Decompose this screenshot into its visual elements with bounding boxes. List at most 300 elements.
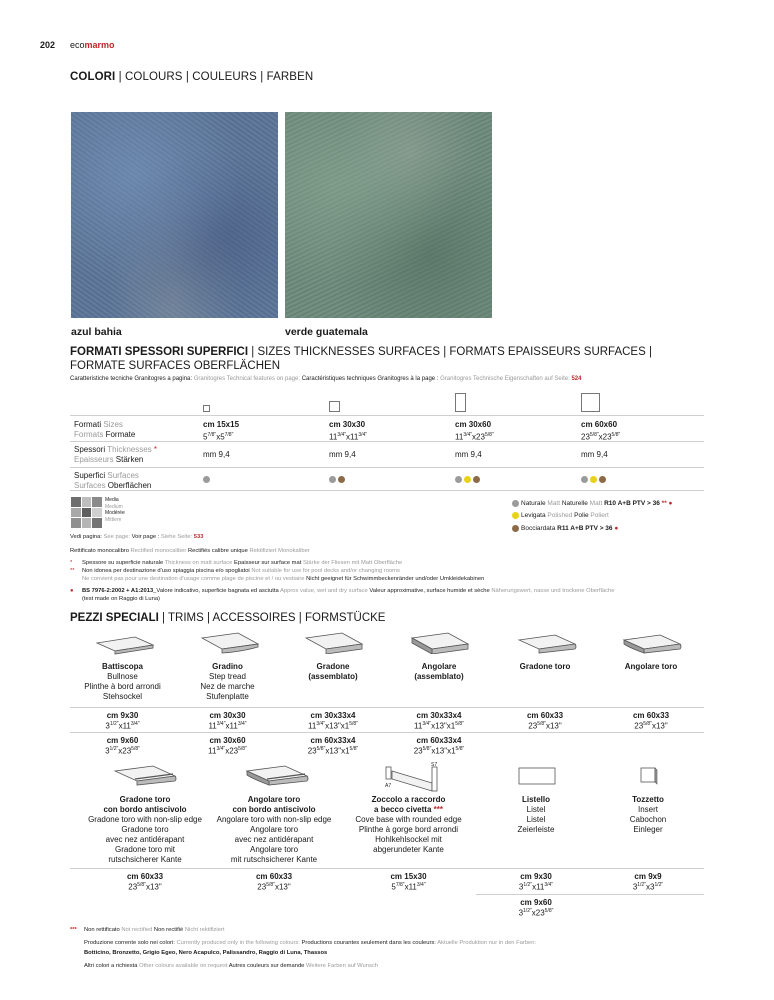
note-it: Spessore su superficie naturale — [82, 560, 165, 566]
trim-gradone-label — [280, 662, 386, 682]
trim-fr: Plinthe à bord arrondi — [84, 682, 161, 691]
footnote-current-production — [84, 939, 536, 947]
trim-size — [175, 736, 280, 756]
size-inch: x23 — [118, 746, 132, 756]
note-star: * — [153, 445, 158, 454]
finish-polished-dot — [464, 476, 471, 483]
trim-size — [207, 872, 341, 892]
trim-size — [492, 711, 598, 731]
note-it: Non idonea per destinazione d'uso spiaggia piscina e/o spogliatoi — [82, 568, 252, 574]
foot-fr: Non rectifié — [153, 927, 185, 933]
note-test: (test made on Raggio di Luna) — [82, 596, 160, 602]
note-mark: * — [70, 560, 73, 566]
bush-hammered-dot — [512, 525, 519, 532]
trim-size — [70, 736, 175, 756]
size-cm: cm 30x30 — [209, 711, 246, 720]
size-inch-sup: 5/8" — [484, 432, 494, 438]
trim-size — [386, 711, 492, 731]
surface-dots — [455, 475, 482, 484]
table-row-thickness — [70, 441, 704, 466]
bullnose-icon — [95, 635, 155, 655]
note-mark: ** — [70, 568, 75, 574]
foot-it: Altri colori a richiesta — [84, 963, 140, 969]
label-starken: Stärken — [115, 455, 144, 464]
caratt-fr: Caractéristiques techniques Granitogres à la page : — [301, 376, 441, 382]
size-cm: cm 30x60 — [455, 420, 492, 429]
size-cm: cm 60x33x4 — [310, 736, 356, 745]
shade-en: Medium — [105, 503, 123, 510]
size-15x15-icon — [203, 405, 210, 412]
trim-title: Angolare toro — [624, 662, 678, 671]
shade-variation-label — [105, 497, 125, 523]
size-col-4 — [581, 420, 620, 443]
finish-polished-dot — [590, 476, 597, 483]
trim-line: Cove base with rounded edge — [355, 815, 462, 824]
finish-it: Naturale — [521, 500, 548, 508]
trim-title: con bordo antiscivolo — [232, 805, 316, 814]
size-inch: 5 — [391, 882, 396, 892]
note-de: Stärke der Fliesen mit Matt Oberfläche — [302, 560, 403, 566]
size-inch: x13"x1 — [325, 721, 350, 731]
trim-line: Angolare toro — [249, 845, 299, 854]
footnote-other-colours — [84, 962, 378, 970]
step-tread-icon — [200, 632, 260, 654]
size-inch: 23 — [307, 746, 317, 756]
size-inch-sup: 3/4" — [316, 721, 326, 727]
trim-line: avec nez antidérapant — [234, 835, 314, 844]
size-inch-sup: 5/8" — [544, 908, 554, 914]
technical-features-ref — [70, 376, 581, 382]
trim-size — [70, 711, 175, 731]
note-marks: *** — [70, 927, 77, 933]
trim-sub: (assemblato) — [414, 672, 464, 681]
size-cm: cm 15x15 — [203, 420, 240, 429]
note-bs-code: BS 7976-2:2002 + A1:2013 — [82, 588, 154, 594]
corner-tread-icon — [410, 632, 470, 654]
trim-line: avec nez antidérapant — [105, 835, 185, 844]
size-inch-sup: 3/4" — [337, 432, 347, 438]
footnote-colours-list: Botticino, Bronzetto, Grigio Egeo, Nero Acapulco, Palissandro, Raggio di Luna, Thassos — [84, 950, 328, 956]
trim-line: Gradone toro with non-slip edge — [88, 815, 202, 824]
foot-de: Weitere Farben auf Wunsch — [306, 963, 378, 969]
note-mark: ● — [70, 588, 74, 594]
size-inch: 11 — [208, 721, 217, 731]
size-cm: cm 60x33 — [526, 711, 564, 720]
trim-title: Gradone toro — [119, 795, 171, 804]
size-cm: cm 30x33x4 — [416, 711, 462, 720]
note-de: Näherungswert, nasse und trockene Oberfläche — [491, 588, 615, 594]
foot-en: Currently produced only in the following colours: — [176, 940, 302, 946]
trim-line: Listel — [526, 815, 546, 824]
trim-step-tread-label — [175, 662, 280, 702]
trim-bullnose-label — [70, 662, 175, 702]
foot-de: Nicht rektifiziert — [184, 927, 225, 933]
size-cm: cm 60x60 — [581, 420, 618, 429]
trim-non-slip-corner-label — [207, 795, 341, 865]
size-cm: cm 9x60 — [106, 736, 139, 745]
foot-en: Other colours available on request — [139, 963, 229, 969]
label-sizes: Sizes — [103, 420, 123, 429]
finish-en: Matt — [547, 500, 562, 508]
size-inch-sup: 1/2" — [637, 882, 646, 888]
foot-it: Produzione corrente solo nei colori: — [84, 940, 177, 946]
size-inch-sup: 7/8" — [224, 432, 234, 438]
caratt-page: 524 — [571, 376, 582, 382]
size-inch: x11 — [404, 882, 417, 892]
finish-it: Bocciardata — [521, 525, 558, 533]
size-inch: x23 — [531, 908, 545, 918]
trim-size — [175, 711, 280, 731]
note-bs — [70, 587, 614, 603]
size-inch: x11 — [118, 721, 131, 731]
size-inch: x13" — [545, 721, 562, 731]
size-inch-sup: 3/4" — [237, 721, 247, 727]
shade-de: Mittlere — [105, 516, 122, 523]
trim-de: Stehsockel — [102, 692, 143, 701]
shade-variation-icon — [71, 497, 102, 528]
trim-fr: Nez de marche — [200, 682, 255, 691]
size-col-2 — [329, 420, 367, 443]
finish-natural-dot — [581, 476, 588, 483]
size-inch: 11 — [208, 746, 217, 756]
non-slip-corner-icon — [245, 765, 311, 787]
listel-icon — [517, 766, 557, 786]
size-inch: x13" — [274, 882, 291, 892]
size-inch-sup: 1/2" — [523, 882, 533, 888]
bullnose-tread-icon — [517, 634, 577, 654]
row-label-thickness — [74, 445, 157, 465]
size-inch-sup: 7/8" — [207, 432, 217, 438]
note-bullet: ● — [666, 500, 673, 508]
size-inch: 11 — [329, 432, 338, 442]
finish-natural — [512, 500, 672, 507]
size-inch-sup: 1/2" — [654, 882, 664, 888]
size-cm: cm 15x30 — [390, 872, 427, 881]
trim-line: Gradone toro — [121, 825, 169, 834]
finish-fr: Polie — [574, 512, 591, 520]
formati-title-rest: | SIZES THICKNESSES SURFACES | FORMATS EPAISSEURS SURFACES | FORMATE SURFACES OBERFLÄCHEN — [70, 346, 652, 372]
swatch-label-azul-bahia: azul bahia — [71, 326, 122, 338]
colori-heading — [70, 71, 313, 83]
label-surfaces-fr: Surfaces — [74, 481, 108, 490]
finish-de: Poliert — [590, 512, 609, 520]
trim-title: Angolare — [421, 662, 457, 671]
finish-bush-hammered-dot — [338, 476, 345, 483]
formati-title-bold: FORMATI SPESSORI SUPERFICI — [70, 346, 249, 358]
size-inch-sup: 1/2" — [523, 908, 532, 914]
a7-label: A7 — [385, 783, 392, 789]
foot-de: Aktuelle Produktion nur in den Farben: — [437, 940, 537, 946]
trim-en: Bullnose — [107, 672, 138, 681]
size-cm: cm 9x60 — [520, 898, 552, 907]
note-en: Thickness on matt surface — [164, 560, 234, 566]
divider — [70, 732, 704, 733]
size-inch-sup: 5/8" — [266, 882, 275, 888]
finish-bush-hammered-dot — [473, 476, 480, 483]
size-inch-sup: 7/8" — [395, 882, 405, 888]
size-inch: x23 — [225, 746, 239, 756]
size-col-1 — [203, 420, 239, 443]
trim-non-slip-tread-label — [70, 795, 220, 865]
size-30x60-icon — [455, 393, 466, 412]
foot-fr: Productions courantes seulement dans les couleurs: — [301, 940, 438, 946]
size-inch: 23 — [581, 432, 590, 442]
thickness-value: mm 9,4 — [329, 450, 356, 459]
brand-marmo: marmo — [84, 40, 115, 50]
size-cm: cm 60x33x4 — [416, 736, 462, 745]
size-cm: cm 9x30 — [520, 872, 552, 881]
finish-natural-dot — [329, 476, 336, 483]
trim-line: abgerundeter Kante — [373, 845, 444, 854]
size-inch: x13"x1 — [431, 721, 456, 731]
size-inch-sup: 5/8" — [455, 721, 464, 727]
size-inch: x5 — [216, 432, 225, 442]
label-surfaces-en: Surfaces — [107, 471, 139, 480]
stair-tread-icon — [304, 632, 364, 654]
note-marks: ** — [659, 500, 667, 508]
size-inch: 3 — [632, 882, 638, 892]
trim-size — [476, 872, 596, 892]
trim-size — [280, 711, 386, 731]
size-inch: x11 — [532, 882, 545, 892]
size-inch: 3 — [518, 882, 524, 892]
rectified-note — [70, 547, 310, 555]
label-epaisseurs: Epaisseurs — [74, 455, 116, 464]
foot-it: Non rettificato — [84, 927, 122, 933]
trim-title: Angolare toro — [247, 795, 301, 804]
size-inch: 23 — [634, 721, 644, 731]
size-inch: x11 — [346, 432, 359, 442]
size-inch-sup: 3/4" — [463, 432, 473, 438]
note-it: _Valore indicativo, superficie bagnata ed asciutta — [153, 588, 281, 594]
label-oberflachen: Oberflächen — [107, 481, 152, 490]
label-formats: Formats — [74, 430, 106, 439]
insert-icon — [639, 766, 659, 786]
size-inch: 11 — [455, 432, 464, 442]
trim-size — [476, 898, 596, 918]
note-en: Not suitable for use for pool decks and/or changing rooms — [251, 568, 400, 574]
size-inch: x23 — [598, 432, 612, 442]
trim-line: mit rutschsicherer Kante — [230, 855, 318, 864]
trim-line: Einleger — [633, 825, 663, 834]
size-inch-sup: 5/8" — [349, 746, 359, 752]
note-fr: Valeur approximative, surface humide et sèche — [369, 588, 492, 594]
size-cm: cm 9x30 — [106, 711, 139, 720]
pezzi-title-bold: PEZZI SPECIALI — [70, 612, 159, 624]
swatch-azul-bahia — [71, 112, 278, 318]
trim-title: Tozzetto — [632, 795, 664, 804]
size-inch: 23 — [413, 746, 423, 756]
caratt-de: Granitogres Technische Eigenschaften auf Seite: — [440, 376, 572, 382]
trim-line: Listel — [526, 805, 546, 814]
finish-de: Matt — [589, 500, 605, 508]
trim-line: Hohlkehlsockel mit — [375, 835, 442, 844]
trim-en: Step tread — [209, 672, 246, 681]
size-inch: x13"x1 — [431, 746, 456, 756]
pezzi-title-rest: | TRIMS | ACCESSOIRES | FORMSTÜCKE — [158, 612, 386, 624]
trim-title: a becco civetta — [374, 805, 432, 814]
note-bullet: ● — [612, 525, 619, 533]
label-thicknesses: Thicknesses — [107, 445, 154, 454]
page-number: 202 — [40, 40, 56, 50]
row-label-surfaces — [74, 471, 151, 491]
formati-heading — [70, 345, 710, 373]
size-inch-sup: 1/2" — [109, 746, 119, 752]
trim-size — [341, 872, 476, 892]
size-cm: cm 60x33 — [126, 872, 164, 881]
divider — [70, 868, 704, 869]
size-inch-sup: 5/8" — [611, 432, 621, 438]
trim-gradone-toro-label — [492, 662, 598, 672]
size-inch-sup: 5/8" — [131, 746, 140, 752]
vedi-fr: Voir page : — [131, 534, 161, 540]
trim-title: Listello — [521, 795, 550, 804]
thickness-value: mm 9,4 — [203, 450, 230, 459]
vedi-it: Vedi pagina: — [70, 534, 104, 540]
trim-cove-base-label — [341, 795, 476, 855]
size-inch-sup: 5/8" — [349, 721, 358, 727]
finish-it: Levigata — [521, 512, 548, 520]
size-inch: 11 — [308, 721, 317, 731]
colori-title-bold: COLORI — [70, 71, 116, 83]
trim-title: Gradino — [212, 662, 243, 671]
size-inch: x13" — [145, 882, 162, 892]
divider — [476, 894, 704, 895]
table-row-sizes — [70, 415, 704, 440]
note-thickness — [70, 559, 402, 567]
size-inch-sup: 1/2" — [109, 721, 119, 727]
size-inch: 3 — [105, 721, 110, 731]
trim-line: Plinthe à gorge bord arrondi — [358, 825, 459, 834]
size-inch-sup: 3/4" — [422, 721, 432, 727]
trim-title: Gradone — [316, 662, 350, 671]
size-30x30-icon — [329, 401, 340, 412]
trim-sub: (assemblato) — [308, 672, 358, 681]
trim-size — [280, 736, 386, 756]
size-inch-sup: 5/8" — [422, 746, 432, 752]
size-cm: cm 9x9 — [634, 872, 662, 881]
trim-size — [386, 736, 492, 756]
foot-en: Not rectified — [121, 927, 154, 933]
trim-size — [596, 872, 700, 892]
size-60x60-icon — [581, 393, 600, 412]
trim-line: Zeierleiste — [517, 825, 555, 834]
vedi-de: Siehe Seite: — [160, 534, 194, 540]
size-inch: 11 — [414, 721, 423, 731]
finish-rating: R11 A+B PTV > 36 — [557, 525, 613, 533]
size-inch-sup: 5/8" — [455, 746, 465, 752]
shade-it: Media — [105, 497, 119, 503]
size-inch-sup: 3/4" — [130, 721, 140, 727]
brand-eco: eco — [70, 40, 85, 50]
polished-dot — [512, 512, 519, 519]
surface-dots — [203, 475, 212, 484]
natural-dot — [512, 500, 519, 507]
note-marks: *** — [431, 805, 443, 814]
vedi-page: 533 — [193, 534, 204, 540]
see-page-note — [70, 533, 203, 541]
note-pool — [70, 567, 484, 583]
swatch-label-verde-guatemala: verde guatemala — [285, 326, 368, 338]
row-label-sizes — [74, 420, 135, 440]
size-cm: cm 60x33 — [255, 872, 293, 881]
trim-insert-label — [596, 795, 700, 835]
trim-size — [598, 711, 704, 731]
size-inch-sup: 5/8" — [238, 746, 247, 752]
swatch-verde-guatemala — [285, 112, 492, 318]
finish-natural-dot — [455, 476, 462, 483]
trim-de: Stufenplatte — [206, 692, 249, 701]
trim-line: rutschsicherer Kante — [108, 855, 182, 864]
size-inch-sup: 5/8" — [643, 721, 652, 727]
size-inch-sup: 5/8" — [316, 746, 326, 752]
size-cm: cm 30x60 — [209, 736, 246, 745]
trim-angolare-toro-label — [598, 662, 704, 672]
caratt-en: Granitogres Technical features on page: — [193, 376, 302, 382]
note-fr: Ne convient pas pour une destination d'usage comme plage de piscine et / ou vestiaire — [82, 576, 307, 582]
size-inch: 3 — [518, 908, 524, 918]
foot-fr: Autres couleurs sur demande — [228, 963, 307, 969]
label-superfici: Superfici — [74, 471, 108, 480]
trim-title: Battiscopa — [102, 662, 143, 671]
size-inch-sup: 3/4" — [544, 882, 554, 888]
size-inch-sup: 3/4" — [358, 432, 368, 438]
pezzi-heading — [70, 612, 385, 624]
caratt-it: Caratteristiche tecniche Granitogres a pagina: — [70, 376, 194, 382]
finish-natural-dot — [203, 476, 210, 483]
trim-angolare-label — [386, 662, 492, 682]
corner-bullnose-icon — [622, 634, 682, 654]
size-cm: cm 30x30 — [329, 420, 366, 429]
s7-label: S7 — [431, 762, 438, 768]
size-inch: 23 — [257, 882, 267, 892]
note-de: Nicht geeignet für Schwimmbeckenränder und/oder Umkleidekabinen — [306, 576, 485, 582]
trim-line: Insert — [637, 805, 658, 814]
label-formati: Formati — [74, 420, 104, 429]
label-formate: Formate — [105, 430, 136, 439]
vedi-en: See page: — [103, 534, 132, 540]
size-inch-sup: 5/8" — [537, 721, 546, 727]
trim-title: Zoccolo a raccordo — [371, 795, 446, 804]
brand-name — [70, 40, 115, 50]
trim-title: Gradone toro — [519, 662, 571, 671]
size-inch: 3 — [105, 746, 110, 756]
trim-line: Angolare toro with non-slip edge — [216, 815, 332, 824]
non-slip-tread-icon — [113, 765, 179, 787]
trim-line: Angolare toro — [249, 825, 299, 834]
trim-line: Gradone toro mit — [114, 845, 176, 854]
surface-dots — [581, 475, 608, 484]
size-inch-sup: 3/4" — [216, 746, 226, 752]
size-inch: x13" — [651, 721, 668, 731]
trim-size — [70, 872, 220, 892]
shade-fr: Modérée — [105, 510, 125, 516]
finish-bush-hammered — [512, 525, 618, 532]
size-inch: x11 — [225, 721, 238, 731]
label-spessori: Spessori — [74, 445, 108, 454]
finish-polished — [512, 512, 609, 519]
thickness-value: mm 9,4 — [581, 450, 608, 459]
size-inch: x3 — [646, 882, 655, 892]
size-inch-sup: 3/4" — [216, 721, 226, 727]
size-inch-sup: 5/8" — [589, 432, 599, 438]
rett-fr: Rectifiés calibre unique — [187, 548, 250, 554]
rett-de: Rektifiziert Monokaliber — [249, 548, 310, 554]
colori-title-rest: | COLOURS | COULEURS | FARBEN — [115, 71, 314, 83]
size-inch: x13"x1 — [325, 746, 350, 756]
size-inch-sup: 3/4" — [416, 882, 426, 888]
rett-en: Rectified monocaliber — [130, 548, 188, 554]
